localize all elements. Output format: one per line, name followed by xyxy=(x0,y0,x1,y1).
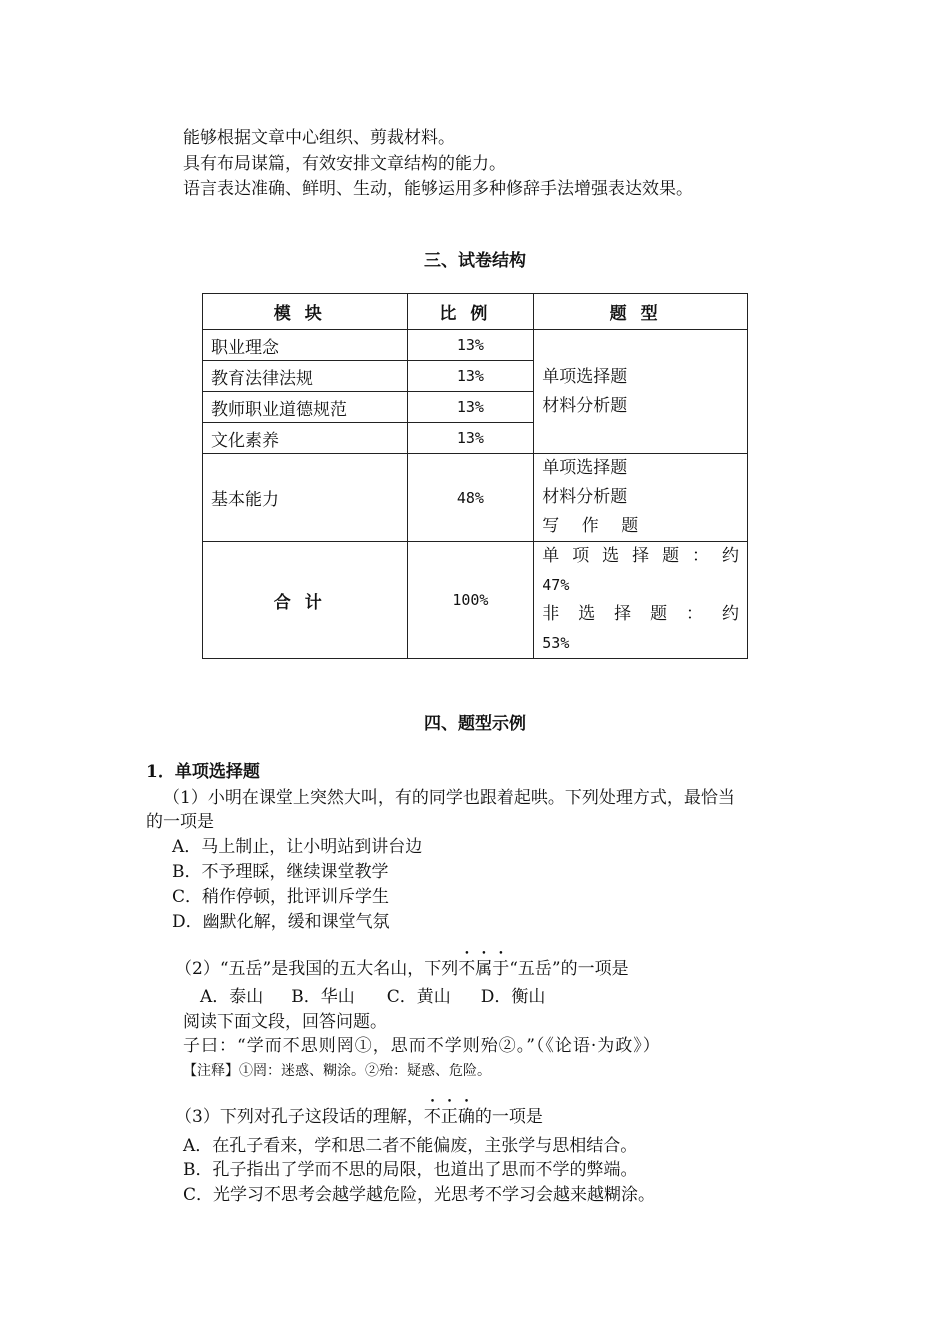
q3-stem-emphasis: 不正确 xyxy=(423,1107,475,1127)
reading-instruction: 阅读下面文段，回答问题。 xyxy=(183,1012,387,1032)
q2-option-c: C．黄山 xyxy=(386,987,451,1007)
module-cell: 文化素养 xyxy=(203,423,408,454)
q1-option-b: B．不予理睬，继续课堂教学 xyxy=(172,862,389,882)
intro-line-1: 能够根据文章中心组织、剪裁材料。 xyxy=(183,128,455,148)
header-type: 题型 xyxy=(534,294,748,330)
q2-stem-post: “五岳”的一项是 xyxy=(509,959,629,979)
question-type-heading: 1．单项选择题 xyxy=(146,762,260,782)
q1-option-d: D．幽默化解，缓和课堂气氛 xyxy=(172,912,390,932)
ratio-cell: 13% xyxy=(407,330,534,361)
section-4-title: 四、题型示例 xyxy=(424,714,526,734)
type-line: 单项选择题 xyxy=(542,366,628,387)
q1-stem-line2: 的一项是 xyxy=(146,812,214,832)
type-line: 53% xyxy=(542,634,570,652)
ratio-cell: 13% xyxy=(407,392,534,423)
total-ratio: 100% xyxy=(407,542,534,659)
type-line: 47% xyxy=(542,576,570,594)
q2-stem-emphasis: 不属于 xyxy=(458,959,510,979)
type-cell-basic xyxy=(534,454,748,542)
intro-line-3: 语言表达准确、鲜明、生动，能够运用多种修辞手法增强表达效果。 xyxy=(183,179,693,199)
q1-stem-line1: （1）小明在课堂上突然大叫，有的同学也跟着起哄。下列处理方式，最恰当 xyxy=(163,788,735,808)
reading-note: 【注释】①罔：迷惑、糊涂。②殆：疑惑、危险。 xyxy=(183,1063,491,1079)
section-3-title: 三、试卷结构 xyxy=(424,251,526,271)
q3-stem xyxy=(175,1097,543,1129)
q2-option-a: A．泰山 xyxy=(200,987,264,1007)
q1-option-a: A．马上制止，让小明站到讲台边 xyxy=(172,837,423,857)
q3-option-b: B．孔子指出了学而不思的局限，也道出了思而不学的弊端。 xyxy=(183,1160,638,1180)
intro-line-2: 具有布局谋篇，有效安排文章结构的能力。 xyxy=(183,154,506,174)
module-cell: 基本能力 xyxy=(203,454,408,542)
module-cell: 教育法律法规 xyxy=(203,361,408,392)
type-line: 材料分析题 xyxy=(542,395,628,416)
q3-stem-post: 的一项是 xyxy=(474,1107,543,1127)
header-ratio: 比例 xyxy=(407,294,534,330)
type-line: 材料分析题 xyxy=(542,487,628,507)
q3-stem-pre: （3）下列对孔子这段话的理解， xyxy=(175,1107,424,1127)
total-label: 合计 xyxy=(203,542,408,659)
header-module: 模块 xyxy=(203,294,408,330)
module-cell: 教师职业道德规范 xyxy=(203,392,408,423)
type-line: 写作题 xyxy=(542,516,639,536)
q3-option-c: C．光学习不思考会越学越危险，光思考不学习会越来越糊涂。 xyxy=(183,1185,656,1205)
exam-structure-table xyxy=(202,293,748,659)
q2-options xyxy=(200,985,545,1009)
module-cell: 职业理念 xyxy=(203,330,408,361)
ratio-cell: 48% xyxy=(407,454,534,542)
ratio-cell: 13% xyxy=(407,361,534,392)
type-line: 非选择题：约 xyxy=(542,604,739,624)
q2-stem xyxy=(175,949,629,981)
type-cell-group xyxy=(534,330,748,454)
type-cell-total xyxy=(534,542,748,659)
q2-option-b: B．华山 xyxy=(291,987,355,1007)
reading-quote: 子曰：“学而不思则罔①，思而不学则殆②。”（《论语·为政》） xyxy=(183,1036,661,1056)
type-line: 单项选择题 xyxy=(542,458,628,478)
q2-option-d: D．衡山 xyxy=(480,987,546,1007)
type-line: 单项选择题：约 xyxy=(542,546,739,566)
q1-option-c: C．稍作停顿，批评训斥学生 xyxy=(172,887,390,907)
q3-option-a: A．在孔子看来，学和思二者不能偏废，主张学与思相结合。 xyxy=(183,1136,638,1156)
q2-stem-pre: （2）“五岳”是我国的五大名山，下列 xyxy=(175,959,459,979)
ratio-cell: 13% xyxy=(407,423,534,454)
